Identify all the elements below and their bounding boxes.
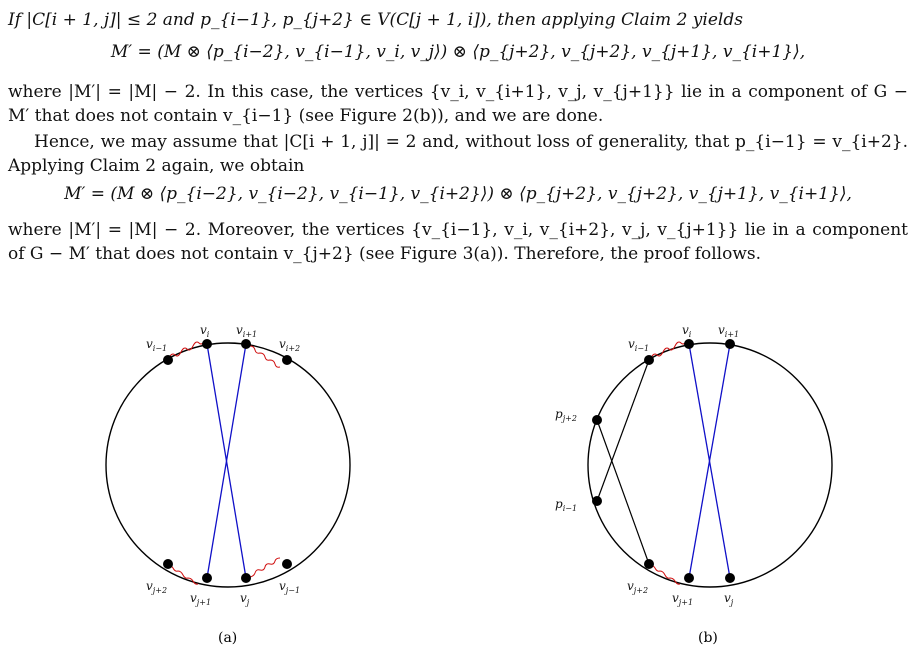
figure-b-vertex-pim1 — [592, 496, 602, 506]
figure-a-label-vim1: $v_{i-1}$ — [146, 337, 168, 353]
figure-a-vertex-vj — [241, 573, 251, 583]
figure-a-vertex-vip1 — [241, 339, 251, 349]
figure-b-label-vip1: $v_{i+1}$ — [718, 323, 740, 339]
equation-2 — [8, 182, 908, 206]
figure-a-vertex-vjp1 — [202, 573, 212, 583]
line1-text: If |C[i + 1, j]| ≤ 2 and p_{i−1}, p_{j+2} ∈ V(C[j + 1, i]), then applying Claim 2 yields — [8, 10, 743, 30]
figure-a-label-vip1: $v_{i+1}$ — [236, 323, 258, 339]
paragraph-4 — [8, 218, 908, 266]
figure-b-vertex-vim1 — [644, 355, 654, 365]
figure-a-label-vi: $v_i$ — [200, 323, 210, 339]
figure-a-vertex-vjm1 — [282, 559, 292, 569]
text-line-1 — [8, 8, 908, 32]
figure-b — [555, 323, 832, 646]
figure-a-wavy-bottom-left — [168, 565, 198, 584]
eq1-text: M′ = (M ⊗ ⟨p_{i−2}, v_{i−1}, v_i, v_j⟩) ⊗ ⟨p_{j+2}, v_{j+2}, v_{j+1}, v_{i+1}⟩, — [110, 42, 806, 62]
figure-a-label-vjm1: $v_{j-1}$ — [279, 579, 301, 595]
paragraph-3 — [8, 130, 908, 178]
figure-b-vertex-vip1 — [725, 339, 735, 349]
figure-a-label-vjp2: $v_{j+2}$ — [146, 579, 168, 595]
figure-a-cycle — [106, 343, 350, 587]
figure-b-label-vj: $v_j$ — [724, 591, 734, 607]
figure-b-vertex-vj — [725, 573, 735, 583]
figure-a-vertex-vim1 — [163, 355, 173, 365]
figure-a-vertex-vip2 — [282, 355, 292, 365]
figure-a-label-vip2: $v_{i+2}$ — [279, 337, 301, 353]
figure-b-label-vim1: $v_{i-1}$ — [628, 337, 650, 353]
figure-b-label-pim1: $p_{i-1}$ — [555, 497, 578, 513]
figure-b-caption: (b) — [698, 630, 718, 646]
figure-b-chord-pim1-vim1 — [597, 360, 649, 501]
figure-a-caption: (a) — [218, 630, 238, 646]
figure-b-wavy-bottom — [650, 565, 680, 584]
eq2-text: M′ = (M ⊗ ⟨p_{i−2}, v_{i−2}, v_{i−1}, v_{i+2}⟩) ⊗ ⟨p_{j+2}, v_{j+2}, v_{j+1}, v_{i+1}⟩, — [64, 184, 852, 204]
figure-b-label-vjp1: $v_{j+1}$ — [672, 591, 694, 607]
para3-text: Hence, we may assume that |C[i + 1, j]| = 2 and, without loss of generality, that p_{i−1} = v_{i+2}. Applying Claim 2 again, we obtain — [8, 132, 908, 176]
para2-text: where |M′| = |M| − 2. In this case, the vertices {v_i, v_{i+1}, v_j, v_{j+1}} lie in a component of G − M′ that does not contain v_{i−1} (see Figure 2(b)), and we are done. — [8, 82, 908, 126]
figure-svg — [0, 300, 916, 660]
figure-a-label-vj: $v_j$ — [240, 591, 250, 607]
para4-text: where |M′| = |M| − 2. Moreover, the vertices {v_{i−1}, v_i, v_{i+2}, v_j, v_{j+1}} lie in a component of G − M′ that does not contain v_{j+2} (see Figure 3(a)). Therefore, the proof follows. — [8, 220, 908, 264]
figure-b-vertex-vjp1 — [684, 573, 694, 583]
figure-a — [106, 323, 350, 646]
figure-b-label-vjp2: $v_{j+2}$ — [627, 579, 649, 595]
figure-a-vertex-vjp2 — [163, 559, 173, 569]
equation-1 — [8, 40, 908, 64]
figure-a-label-vjp1: $v_{j+1}$ — [190, 591, 212, 607]
figure-b-label-vi: $v_i$ — [682, 323, 692, 339]
figure-area — [0, 300, 916, 660]
figure-b-vertex-vi — [684, 339, 694, 349]
figure-b-vertex-pjp2 — [592, 415, 602, 425]
figure-a-wavy-bottom-right — [250, 558, 280, 577]
figure-a-vertex-vi — [202, 339, 212, 349]
paragraph-2 — [8, 80, 908, 128]
figure-b-vertex-vjp2 — [644, 559, 654, 569]
figure-b-chord-pjp2-vjp2 — [597, 420, 649, 564]
figure-b-label-pjp2: $p_{j+2}$ — [555, 407, 577, 423]
